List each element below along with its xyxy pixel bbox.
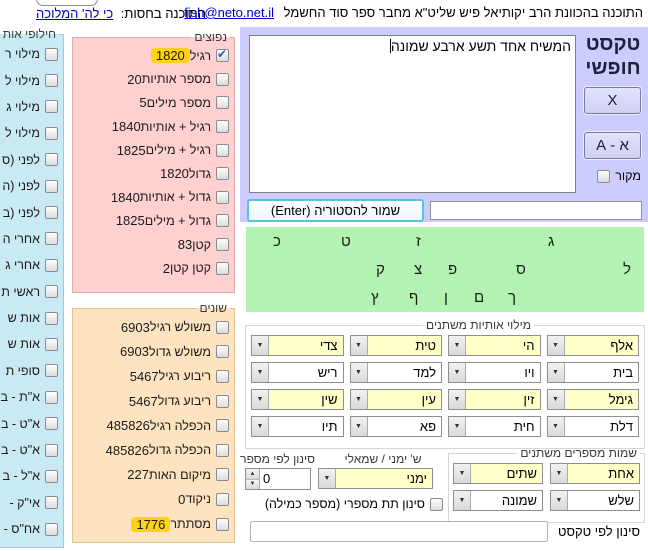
stat-row (73, 512, 234, 537)
exchange-checkbox[interactable] (45, 232, 58, 245)
various-list (73, 315, 234, 536)
letter-dropdown[interactable] (448, 335, 541, 356)
stat-row (73, 256, 234, 280)
exchange-label: לפני (ס (2, 152, 40, 167)
stat-checkbox[interactable] (216, 238, 229, 251)
dropdown-value: הי (522, 338, 535, 353)
number-names-grid (449, 460, 644, 511)
exchange-row (0, 358, 63, 384)
exchange-row (0, 226, 63, 252)
exchange-checkbox[interactable] (45, 444, 58, 457)
exchange-row (0, 410, 63, 436)
letter-dropdown[interactable] (350, 416, 443, 437)
stat-label: קטן קטן (169, 261, 211, 276)
remaining-letter: ל (623, 261, 631, 278)
chevron-down-icon[interactable]: ▼ (551, 464, 568, 483)
stat-checkbox[interactable] (216, 262, 229, 275)
remaining-letter: ג (548, 233, 555, 250)
letter-dropdown[interactable] (547, 389, 640, 410)
dropdown-value: אחת (608, 466, 634, 481)
remaining-letter: ק (376, 261, 385, 278)
chevron-down-icon[interactable]: ▼ (351, 390, 368, 409)
stat-label: הכפלה גדול (149, 443, 211, 458)
shin-side-value: ימני (406, 471, 427, 486)
language-toggle-button[interactable]: א - A (584, 132, 641, 159)
stat-checkbox[interactable] (216, 214, 229, 227)
save-history-button[interactable]: שמור להסטוריה (Enter) (247, 199, 424, 222)
stat-row (73, 438, 234, 463)
stat-value: 1825 (116, 142, 146, 158)
exchange-checkbox[interactable] (45, 127, 58, 140)
source-checkbox-row (597, 169, 641, 183)
free-text-panel (240, 27, 648, 222)
letter-dropdown[interactable] (547, 335, 640, 356)
stat-label: מיקום האות (148, 467, 211, 482)
stat-checkbox[interactable] (216, 518, 229, 531)
stat-checkbox[interactable] (216, 370, 229, 383)
sub-numeric-filter-row (245, 497, 443, 511)
number-names-group (448, 446, 645, 523)
exchange-checkbox[interactable] (45, 364, 58, 377)
dropdown-value: צדי (319, 338, 338, 353)
exchange-label: סופי ת (5, 363, 40, 378)
dropdown-value: בית (613, 365, 633, 380)
dropdown-value: דלת (610, 419, 633, 434)
stat-row (73, 138, 234, 162)
exchange-label: אח"ס - (3, 522, 40, 537)
stat-label: גדול + מילים (144, 213, 211, 228)
stat-label: רגיל (189, 48, 211, 63)
letter-dropdown[interactable] (251, 416, 344, 437)
exchange-row (0, 120, 63, 146)
chevron-down-icon[interactable]: ▼ (252, 336, 269, 355)
stat-row (73, 463, 234, 488)
various-gematria-panel (72, 301, 235, 543)
exchange-row (0, 516, 63, 542)
exchange-label: א"ל - ב (2, 469, 40, 484)
exchange-checkbox[interactable] (45, 206, 58, 219)
stat-checkbox[interactable] (216, 120, 229, 133)
exchange-row (0, 41, 63, 67)
stat-label: ריבוע גדול (157, 394, 211, 409)
stat-value: 485826 (106, 418, 150, 434)
stat-value: 227 (127, 467, 149, 483)
stat-row (73, 209, 234, 233)
number-names-legend: שמות מספרים משתנים (520, 446, 637, 460)
exchange-checkbox[interactable] (45, 312, 58, 325)
stat-checkbox[interactable] (216, 167, 229, 180)
stat-checkbox[interactable] (216, 191, 229, 204)
chevron-down-icon[interactable]: ▼ (548, 336, 565, 355)
stat-row (73, 162, 234, 186)
letter-dropdown[interactable] (251, 335, 344, 356)
chevron-down-icon[interactable]: ▼ (449, 390, 466, 409)
email-link[interactable]: fish@neto.net.il (184, 5, 274, 20)
stat-label: גדול + אותיות (139, 190, 211, 205)
sub-numeric-label: סינון תת מספרי (מספר כמילה) (264, 497, 425, 511)
stat-row (73, 413, 234, 438)
shin-side-dropdown[interactable] (318, 468, 433, 489)
letter-exchanges-panel (0, 27, 64, 548)
exchange-label: א"ט - ב (0, 416, 40, 431)
number-filter-value: 0 (263, 471, 271, 486)
stat-checkbox[interactable] (216, 73, 229, 86)
stat-checkbox[interactable] (216, 395, 229, 408)
remaining-letter: ם (474, 289, 485, 306)
exchange-checkbox[interactable] (45, 470, 58, 483)
number-filter-stepper[interactable] (245, 468, 311, 490)
stat-row (73, 91, 234, 115)
chevron-down-icon[interactable]: ▼ (351, 417, 368, 436)
letter-dropdown[interactable] (448, 362, 541, 383)
title-bar (184, 5, 643, 20)
chevron-down-icon[interactable]: ▼ (548, 390, 565, 409)
exchange-checkbox[interactable] (45, 391, 58, 404)
stat-checkbox[interactable] (216, 345, 229, 358)
stat-checkbox[interactable] (216, 96, 229, 109)
exchange-checkbox[interactable] (45, 285, 58, 298)
sponsor-bar (36, 6, 206, 21)
sponsor-link[interactable]: כי לה' המלוכה (36, 6, 114, 21)
exchange-label: מילוי ל (4, 73, 40, 88)
remaining-letter: ן (444, 289, 448, 306)
various-gematria-title: שונים (199, 301, 227, 315)
exchange-label: לפני (ה (2, 179, 40, 194)
letter-exchanges-title: חילופי אות (2, 27, 56, 41)
dropdown-value: שין (321, 392, 338, 407)
sponsor-label: התוכנה בחסות: (120, 6, 206, 21)
remaining-letter: ז (416, 233, 421, 250)
chevron-down-icon[interactable]: ▼ (454, 464, 471, 483)
letter-dropdown[interactable] (453, 463, 543, 484)
exchange-row (0, 147, 63, 173)
stat-value: 5 (139, 95, 147, 111)
dropdown-value: למד (413, 365, 436, 380)
stat-row (73, 115, 234, 139)
remaining-letter: ט (341, 233, 351, 250)
exchange-label: מילוי ל (4, 126, 40, 141)
dropdown-value: פא (419, 419, 436, 434)
shin-side-label: ש' ימני / שמאלי (344, 452, 422, 466)
letter-dropdown[interactable] (350, 335, 443, 356)
stat-label: הכפלה רגיל (149, 418, 211, 433)
exchange-checkbox[interactable] (45, 496, 58, 509)
common-list (73, 44, 234, 280)
fill-letters-legend: מילוי אותיות משתנים (426, 318, 531, 332)
letter-dropdown[interactable] (350, 389, 443, 410)
dropdown-value: טית (415, 338, 436, 353)
dropdown-value: גימל (608, 392, 633, 407)
stat-value: 1840 (111, 119, 141, 135)
stat-checkbox[interactable] (216, 144, 229, 157)
dropdown-value: זין (523, 392, 535, 407)
exchange-row (0, 437, 63, 463)
dropdown-value: שלש (608, 493, 634, 508)
stat-row (73, 68, 234, 92)
stat-value: 1825 (115, 213, 145, 229)
exchange-checkbox[interactable] (45, 417, 58, 430)
source-checkbox-label: מקור (615, 169, 641, 183)
chevron-down-icon[interactable]: ▼ (449, 417, 466, 436)
exchange-label: אחרי ה (2, 231, 40, 246)
fill-letters-group (245, 318, 645, 449)
credit-text: התוכנה בהכוונת הרב יקותיאל פיש שליט"א מחבר ספר סוד החשמל (283, 5, 643, 20)
stat-value: 83 (177, 237, 193, 253)
letter-dropdown[interactable] (251, 362, 344, 383)
chevron-down-icon[interactable]: ▼ (252, 363, 269, 382)
exchange-label: א"ט - ב (0, 443, 40, 458)
chevron-down-icon[interactable]: ▼ (548, 363, 565, 382)
stepper-up-icon[interactable]: ▲ (246, 469, 259, 479)
remaining-letters-panel (246, 227, 644, 312)
chevron-down-icon[interactable]: ▼ (351, 363, 368, 382)
stat-row (73, 340, 234, 365)
dropdown-value: חית (513, 419, 535, 434)
stat-checkbox[interactable] (216, 468, 229, 481)
chevron-down-icon[interactable]: ▼ (319, 469, 336, 488)
exchange-checkbox[interactable] (45, 523, 58, 536)
free-text-area[interactable] (249, 35, 576, 193)
exchange-row (0, 279, 63, 305)
stat-label: מסתתר (170, 517, 211, 532)
exchange-checkbox[interactable] (45, 338, 58, 351)
exchange-label: אות ש (7, 337, 40, 352)
remaining-letter: ך (508, 289, 517, 306)
exchange-label: א"ת - ב (0, 390, 40, 405)
exchanges-list (0, 41, 63, 542)
exchange-row (0, 199, 63, 225)
dropdown-value: אלף (610, 338, 633, 353)
chevron-down-icon[interactable]: ▼ (252, 417, 269, 436)
letter-dropdown[interactable] (550, 490, 640, 511)
stat-value: 1840 (110, 189, 140, 205)
stat-checkbox[interactable] (216, 49, 229, 62)
stat-label: ריבוע רגיל (158, 369, 211, 384)
stat-label: משולש רגיל (149, 320, 211, 335)
remaining-letter: צ (414, 261, 423, 278)
stat-label: קטן (192, 237, 211, 252)
exchange-row (0, 67, 63, 93)
text-filter-input[interactable] (250, 521, 548, 542)
common-gematria-panel (72, 30, 235, 293)
chevron-down-icon[interactable]: ▼ (449, 363, 466, 382)
stat-row (73, 315, 234, 340)
letter-dropdown[interactable] (251, 389, 344, 410)
exchange-checkbox[interactable] (45, 259, 58, 272)
exchange-label: אי"ק - (9, 495, 40, 510)
stat-row (73, 233, 234, 257)
exchange-checkbox[interactable] (45, 48, 58, 61)
remaining-letter: ף (409, 289, 419, 306)
stat-value: 6903 (120, 319, 150, 335)
number-filter-label: סינון לפי מספר (240, 452, 315, 466)
exchange-label: לפני (ב (2, 205, 40, 220)
exchange-row (0, 331, 63, 357)
text-filter-label: סינון לפי טקסט (557, 524, 640, 539)
stat-value: 1820 (159, 166, 189, 182)
dropdown-value: תיו (321, 419, 338, 434)
stat-label: גדול (188, 166, 211, 181)
stat-value: 20 (127, 71, 142, 87)
common-gematria-title: נפוצים (194, 30, 227, 44)
exchange-label: אחרי ג (5, 258, 40, 273)
stat-value: 6903 (120, 344, 149, 360)
letter-dropdown[interactable] (453, 490, 543, 511)
stat-label: משולש גדול (148, 344, 211, 359)
stat-checkbox[interactable] (216, 493, 229, 506)
chevron-down-icon[interactable]: ▼ (454, 491, 471, 510)
dropdown-value: שמונה (501, 493, 537, 508)
remaining-letter: פ (448, 261, 458, 278)
stat-row (73, 186, 234, 210)
exchange-label: ראשי ת (1, 284, 40, 299)
exchange-checkbox[interactable] (45, 153, 58, 166)
exchange-checkbox[interactable] (45, 180, 58, 193)
letter-dropdown[interactable] (448, 416, 541, 437)
source-checkbox[interactable] (597, 170, 610, 183)
exchange-checkbox[interactable] (45, 74, 58, 87)
stat-row (73, 44, 234, 68)
fill-letters-grid (246, 332, 644, 437)
chevron-down-icon[interactable]: ▼ (551, 491, 568, 510)
dropdown-value: שתים (506, 466, 537, 481)
chevron-down-icon[interactable]: ▼ (449, 336, 466, 355)
letter-dropdown[interactable] (547, 362, 640, 383)
exchange-row (0, 173, 63, 199)
stat-label: ניקוד (185, 492, 211, 507)
stepper-down-icon[interactable]: ▼ (246, 479, 259, 490)
remaining-letter: ץ (371, 289, 379, 306)
exchange-row (0, 384, 63, 410)
stat-checkbox[interactable] (216, 419, 229, 432)
stat-row (73, 389, 234, 414)
stat-value: 485826 (105, 442, 150, 458)
chevron-down-icon[interactable]: ▼ (548, 417, 565, 436)
sub-numeric-checkbox[interactable] (430, 498, 443, 511)
exchange-row (0, 463, 63, 489)
stat-label: מספר מילים (146, 95, 211, 110)
stat-value: 1776 (131, 517, 170, 532)
letter-dropdown[interactable] (448, 389, 541, 410)
stat-value: 2 (162, 260, 170, 276)
letter-dropdown[interactable] (550, 463, 640, 484)
dropdown-value: ויו (524, 365, 535, 380)
chevron-down-icon[interactable]: ▼ (351, 336, 368, 355)
exchange-row (0, 490, 63, 516)
exchange-checkbox[interactable] (45, 100, 58, 113)
letter-dropdown[interactable] (350, 362, 443, 383)
exchange-row (0, 305, 63, 331)
stat-value: 5467 (128, 393, 158, 409)
stat-value: 0 (178, 491, 186, 507)
letter-dropdown[interactable] (547, 416, 640, 437)
clear-button[interactable]: X (584, 87, 641, 114)
exchange-label: מילוי ר (4, 47, 40, 62)
exchange-label: אות ש (7, 311, 40, 326)
stat-value: 5467 (129, 368, 159, 384)
chevron-down-icon[interactable]: ▼ (252, 390, 269, 409)
stat-value: 1820 (151, 48, 190, 63)
stat-row (73, 487, 234, 512)
free-text-value: המשיח אחד תשע ארבע שמונה (390, 38, 571, 54)
free-text-title: טקסט חופשי (585, 33, 641, 79)
stat-label: רגיל + מילים (145, 143, 211, 158)
exchange-row (0, 252, 63, 278)
stat-label: רגיל + אותיות (140, 119, 211, 134)
stat-row (73, 364, 234, 389)
dropdown-value: ריש (317, 365, 338, 380)
remaining-letter: כ (273, 233, 281, 250)
exchange-label: מילוי ג (6, 99, 40, 114)
stat-checkbox[interactable] (216, 444, 229, 457)
stat-label: מספר אותיות (141, 72, 211, 87)
history-input[interactable] (430, 201, 642, 220)
stat-checkbox[interactable] (216, 321, 229, 334)
dropdown-value: עין (421, 392, 436, 407)
exchange-row (0, 94, 63, 120)
remaining-letter: ס (516, 261, 526, 278)
